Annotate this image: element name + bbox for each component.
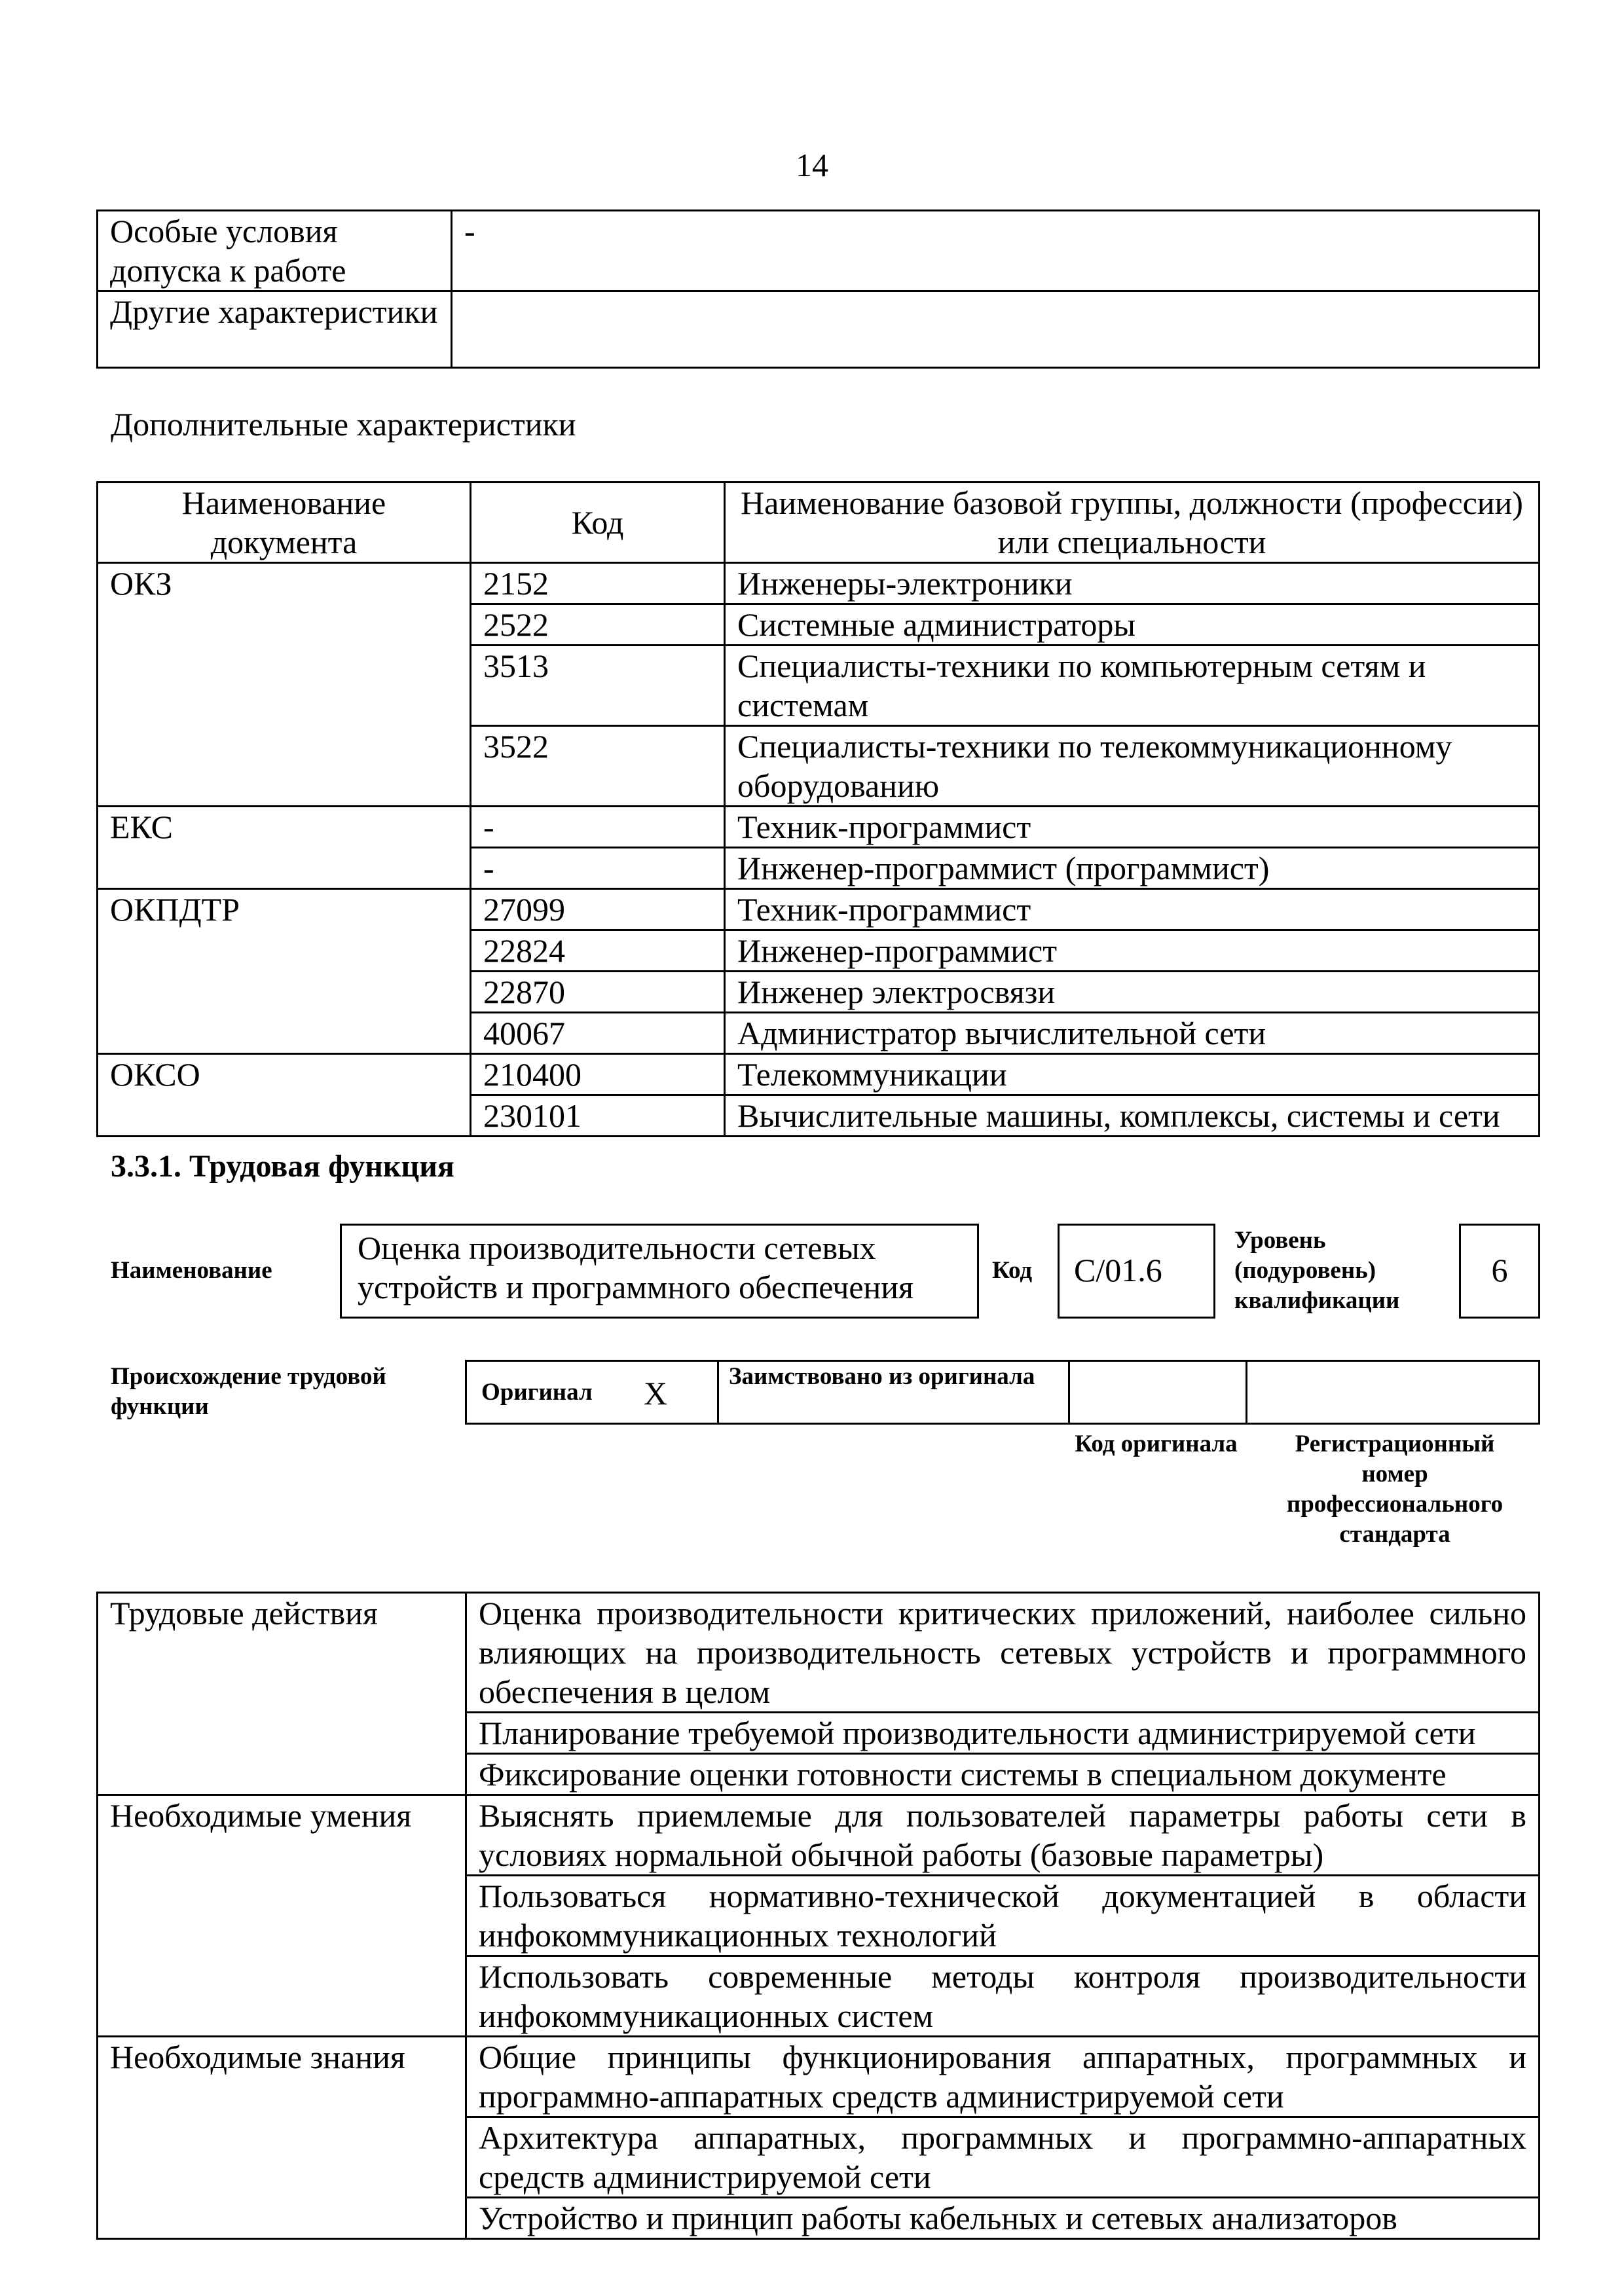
- divider: [717, 1362, 719, 1423]
- code-cell: -: [471, 807, 725, 848]
- code-cell: 22870: [471, 972, 725, 1013]
- table-row: [98, 1054, 1540, 1095]
- original-code-caption: Код оригинала: [1075, 1430, 1238, 1457]
- code-cell: 230101: [471, 1095, 725, 1137]
- original-label: Оригинал: [481, 1379, 593, 1406]
- additional-characteristics-table: [96, 481, 1540, 1137]
- function-code: C/01.6: [1074, 1252, 1162, 1288]
- name-cell: Специалисты-техники по телекоммуникационному оборудованию: [725, 726, 1540, 807]
- name-label: Наименование: [111, 1257, 272, 1284]
- detail-item: Пользоваться нормативно-технической документацией в области инфокоммуникационных технологий: [466, 1876, 1540, 1956]
- row-label: Другие характеристики: [98, 291, 452, 368]
- detail-category: Необходимые умения: [98, 1795, 466, 2037]
- level-box: [1459, 1224, 1540, 1319]
- document-name: ОКСО: [98, 1054, 471, 1137]
- document-name: ЕКС: [98, 807, 471, 889]
- table-row: [98, 1795, 1540, 1876]
- conditions-table: [96, 210, 1540, 369]
- name-cell: Вычислительные машины, комплексы, системы и сети: [725, 1095, 1540, 1137]
- name-cell: Системные администраторы: [725, 604, 1540, 646]
- detail-item: Архитектура аппаратных, программных и программно-аппаратных средств администрируемой сети: [466, 2117, 1540, 2198]
- name-cell: Администратор вычислительной сети: [725, 1013, 1540, 1054]
- function-name: Оценка производительности сетевых устройств и программного обеспечения: [358, 1230, 914, 1305]
- detail-item: Использовать современные методы контроля производительности инфокоммуникационных систем: [466, 1956, 1540, 2037]
- section-title: Дополнительные характеристики: [111, 406, 576, 443]
- divider: [1068, 1362, 1070, 1423]
- name-cell: Инженер электросвязи: [725, 972, 1540, 1013]
- borrowed-label: Заимствовано из оригинала: [729, 1363, 1035, 1390]
- origin-table: [465, 1360, 1540, 1425]
- detail-item: Оценка производительности критических приложений, наиболее сильно влияющих на производительность сетевых устройств и программного обеспечения в целом: [466, 1593, 1540, 1713]
- name-cell: Инженер-программист (программист): [725, 848, 1540, 889]
- detail-item: Устройство и принцип работы кабельных и сетевых анализаторов: [466, 2198, 1540, 2239]
- detail-item: Планирование требуемой производительности администрируемой сети: [466, 1713, 1540, 1754]
- table-row: [98, 1593, 1540, 1713]
- row-value: -: [452, 211, 1540, 291]
- table-row: [98, 211, 1540, 291]
- table-row: [98, 889, 1540, 930]
- name-cell: Инженер-программист: [725, 930, 1540, 972]
- row-label: Особые условия допуска к работе: [98, 211, 452, 291]
- table-row: [98, 807, 1540, 848]
- name-cell: Инженеры-электроники: [725, 563, 1540, 604]
- document-name: ОКЗ: [98, 563, 471, 807]
- header-code: Код: [471, 483, 725, 563]
- detail-category: Трудовые действия: [98, 1593, 466, 1795]
- reg-number-caption: Регистрационный номер профессионального стандарта: [1286, 1430, 1504, 1548]
- table-row: [98, 291, 1540, 368]
- detail-category: Необходимые знания: [98, 2037, 466, 2239]
- divider: [1246, 1362, 1247, 1423]
- code-cell: -: [471, 848, 725, 889]
- name-cell: Техник-программист: [725, 807, 1540, 848]
- function-code-box: [1058, 1224, 1215, 1319]
- code-cell: 2152: [471, 563, 725, 604]
- detail-item: Выяснять приемлемые для пользователей параметры работы сети в условиях нормальной обычной работы (базовые параметры): [466, 1795, 1540, 1876]
- name-cell: Телекоммуникации: [725, 1054, 1540, 1095]
- detail-item: Общие принципы функционирования аппаратных, программных и программно-аппаратных средств администрируемой сети: [466, 2037, 1540, 2117]
- name-cell: Специалисты-техники по компьютерным сетям и системам: [725, 646, 1540, 726]
- page-number: 14: [796, 147, 828, 183]
- table-row: [98, 2037, 1540, 2117]
- function-name-box: [340, 1224, 979, 1319]
- function-heading: 3.3.1. Трудовая функция: [111, 1149, 454, 1184]
- code-cell: 3513: [471, 646, 725, 726]
- origin-label: Происхождение трудовой функции: [111, 1363, 386, 1420]
- table-row: [98, 563, 1540, 604]
- code-cell: 40067: [471, 1013, 725, 1054]
- code-cell: 2522: [471, 604, 725, 646]
- name-cell: Техник-программист: [725, 889, 1540, 930]
- header-document: Наименование документа: [98, 483, 471, 563]
- code-cell: 27099: [471, 889, 725, 930]
- table-header-row: [98, 483, 1540, 563]
- header-name: Наименование базовой группы, должности (профессии) или специальности: [725, 483, 1540, 563]
- document-name: ОКПДТР: [98, 889, 471, 1054]
- row-value: [452, 291, 1540, 368]
- function-details-table: [96, 1592, 1540, 2240]
- code-cell: 22824: [471, 930, 725, 972]
- code-cell: 3522: [471, 726, 725, 807]
- level-label: Уровень (подуровень) квалификации: [1234, 1227, 1400, 1314]
- original-mark: X: [644, 1375, 668, 1412]
- code-label: Код: [992, 1257, 1033, 1284]
- code-cell: 210400: [471, 1054, 725, 1095]
- detail-item: Фиксирование оценки готовности системы в специальном документе: [466, 1754, 1540, 1795]
- level-value: 6: [1491, 1252, 1508, 1288]
